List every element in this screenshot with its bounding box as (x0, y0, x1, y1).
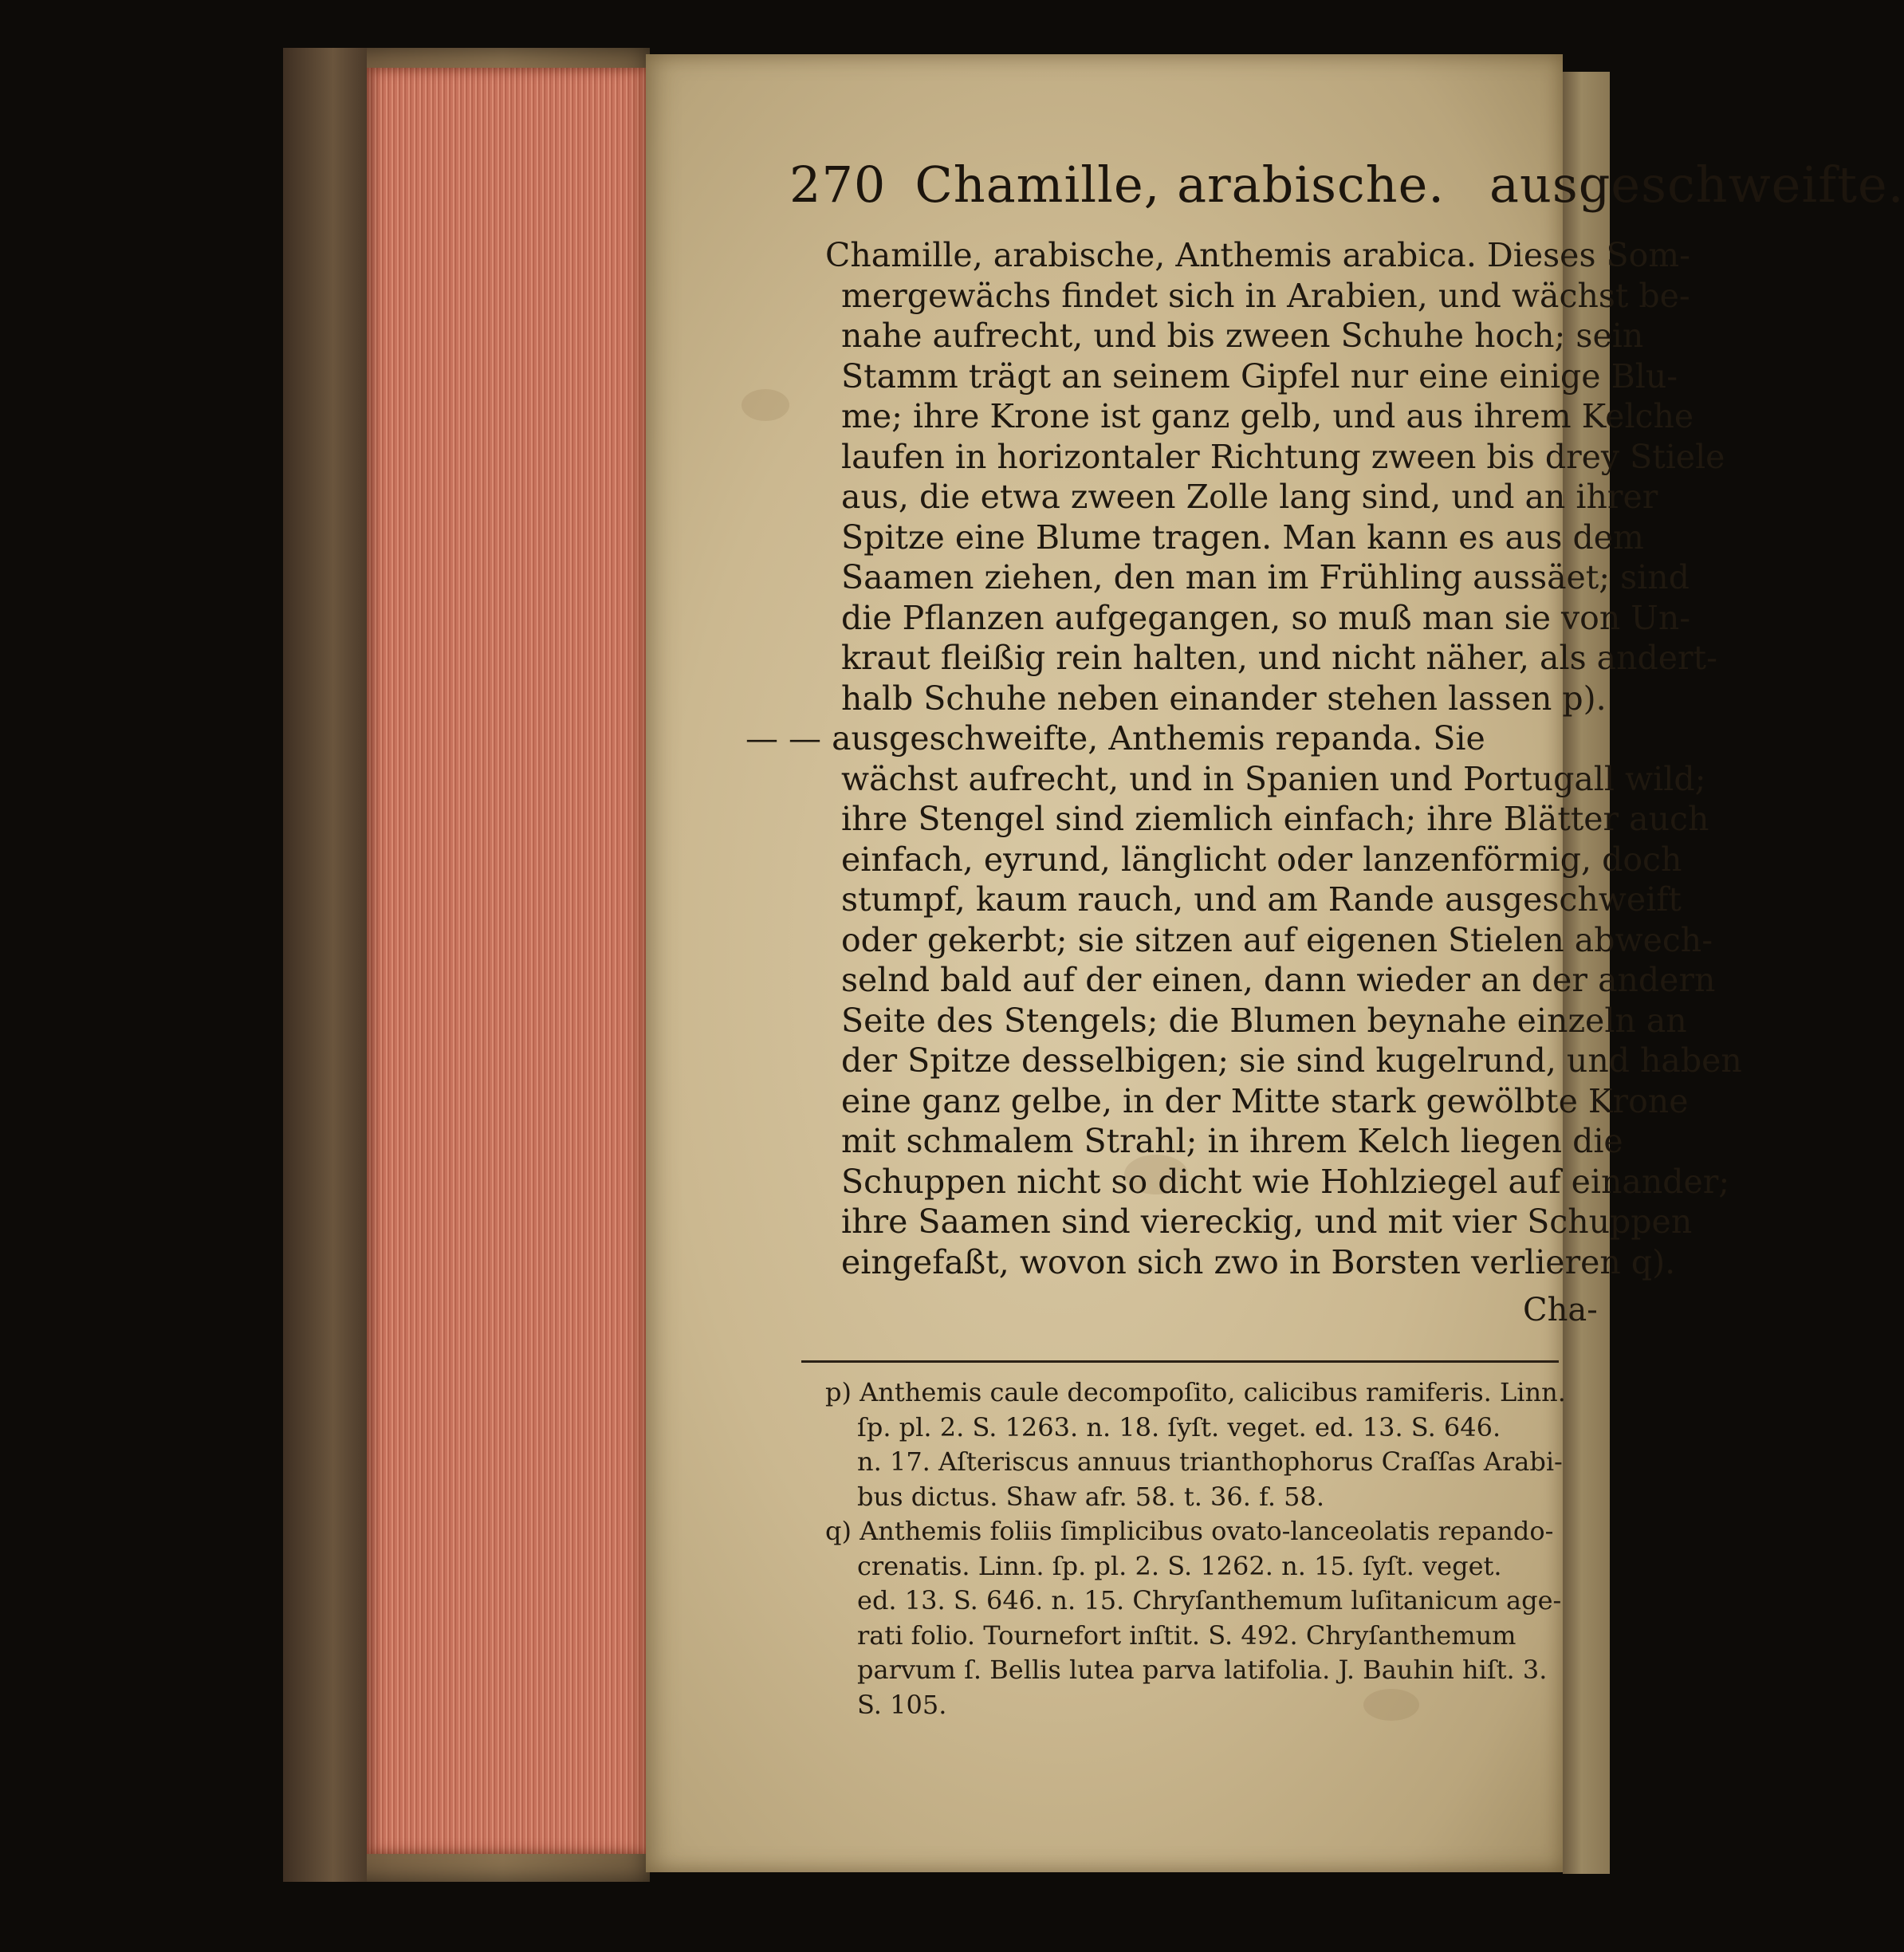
body-line: laufen in horizontaler Richtung zween bis drey Stiele (841, 437, 1725, 476)
body-line: aus, die etwa zween Zolle lang sind, und an ihrer (841, 478, 1658, 516)
body-line: Stamm trägt an seinem Gipfel nur eine einige Blu- (841, 356, 1678, 396)
body-line: ihre Stengel sind ziemlich einfach; ihre Blätter auch (841, 800, 1709, 838)
body-line: Schuppen nicht so dicht wie Hohlziegel auf einander; (841, 1162, 1730, 1201)
header-right-title: ausgeschweifte. (1489, 155, 1904, 214)
footnote-line: crenatis. Linn. ſp. pl. 2. S. 1262. n. 15. ſyſt. veget. (857, 1550, 1502, 1581)
footnote-line: parvum ſ. Bellis lutea parva latifolia. J. Bauhin hiſt. 3. (857, 1655, 1548, 1685)
footnote-line: p) Anthemis caule decompoſito, calicibus ramiferis. Linn. (825, 1377, 1566, 1407)
body-text (745, 235, 1742, 1282)
footnote-line: n. 17. Aſteriscus annuus trianthophorus Craſſas Arabi- (857, 1446, 1563, 1477)
body-line: die Pflanzen aufgegangen, so muß man sie von Un- (841, 598, 1691, 637)
body-line: Seite des Stengels; die Blumen beynahe einzeln an (841, 1001, 1687, 1040)
footnote-line: S. 105. (857, 1689, 947, 1720)
paper-stain (742, 389, 789, 421)
body-line: ihre Saamen sind viereckig, und mit vier Schuppen (841, 1202, 1693, 1241)
body-line: — — ausgeschweifte, Anthemis repanda. Sie (745, 719, 1485, 758)
book-spine-edge (283, 48, 367, 1882)
footnote-separator (801, 1360, 1559, 1363)
footnotes (825, 1375, 1566, 1722)
catchword: Cha- (1523, 1292, 1598, 1328)
body-line: stumpf, kaum rauch, und am Rande ausgeschweift (841, 880, 1682, 919)
body-line: selnd bald auf der einen, dann wieder an der andern (841, 961, 1716, 999)
body-line: mit schmalem Strahl; in ihrem Kelch liegen die (841, 1122, 1623, 1160)
body-line: Spitze eine Blume tragen. Man kann es aus dem (841, 518, 1644, 557)
footnote-line: ſp. pl. 2. S. 1263. n. 18. ſyſt. veget. ed. 13. S. 646. (857, 1411, 1501, 1442)
footnote-line: bus dictus. Shaw afr. 58. t. 36. f. 58. (857, 1481, 1325, 1512)
body-line: einfach, eyrund, länglicht oder lanzenförmig, doch (841, 840, 1682, 879)
footnote-line: q) Anthemis foliis ſimplicibus ovato-lanceolatis repando- (825, 1516, 1554, 1546)
page-number: 270 (789, 155, 887, 214)
body-line: kraut fleißig rein halten, und nicht näher, als andert- (841, 639, 1717, 677)
footnote-line: ed. 13. S. 646. n. 15. Chryſanthemum luſitanicum age- (857, 1585, 1562, 1616)
running-header (789, 155, 1904, 214)
body-line: der Spitze desselbigen; sie sind kugelrund, und haben (841, 1041, 1742, 1080)
red-page-edges (367, 68, 646, 1854)
body-line: nahe aufrecht, und bis zween Schuhe hoch; sein (841, 317, 1644, 355)
body-line: oder gekerbt; sie sitzen auf eigenen Stielen abwech- (841, 920, 1713, 959)
body-line: Saamen ziehen, den man im Frühling aussäet; sind (841, 558, 1690, 596)
body-line: halb Schuhe neben einander stehen lassen p). (841, 679, 1607, 718)
body-line: me; ihre Krone ist ganz gelb, und aus ihrem Kelche (841, 397, 1694, 435)
body-line: eine ganz gelbe, in der Mitte stark gewölbte Krone (841, 1081, 1689, 1120)
body-line: Chamille, arabische, Anthemis arabica. Dieses Som- (825, 236, 1691, 274)
body-line: eingefaßt, wovon sich zwo in Borsten verlieren q). (841, 1242, 1676, 1281)
footnote-line: rati folio. Tournefort inſtit. S. 492. Chryſanthemum (857, 1619, 1517, 1651)
header-left-title: Chamille, arabische. (915, 155, 1446, 214)
body-line: wächst aufrecht, und in Spanien und Portugall wild; (841, 759, 1706, 798)
body-line: mergewächs findet sich in Arabien, und wächst be- (841, 276, 1690, 315)
